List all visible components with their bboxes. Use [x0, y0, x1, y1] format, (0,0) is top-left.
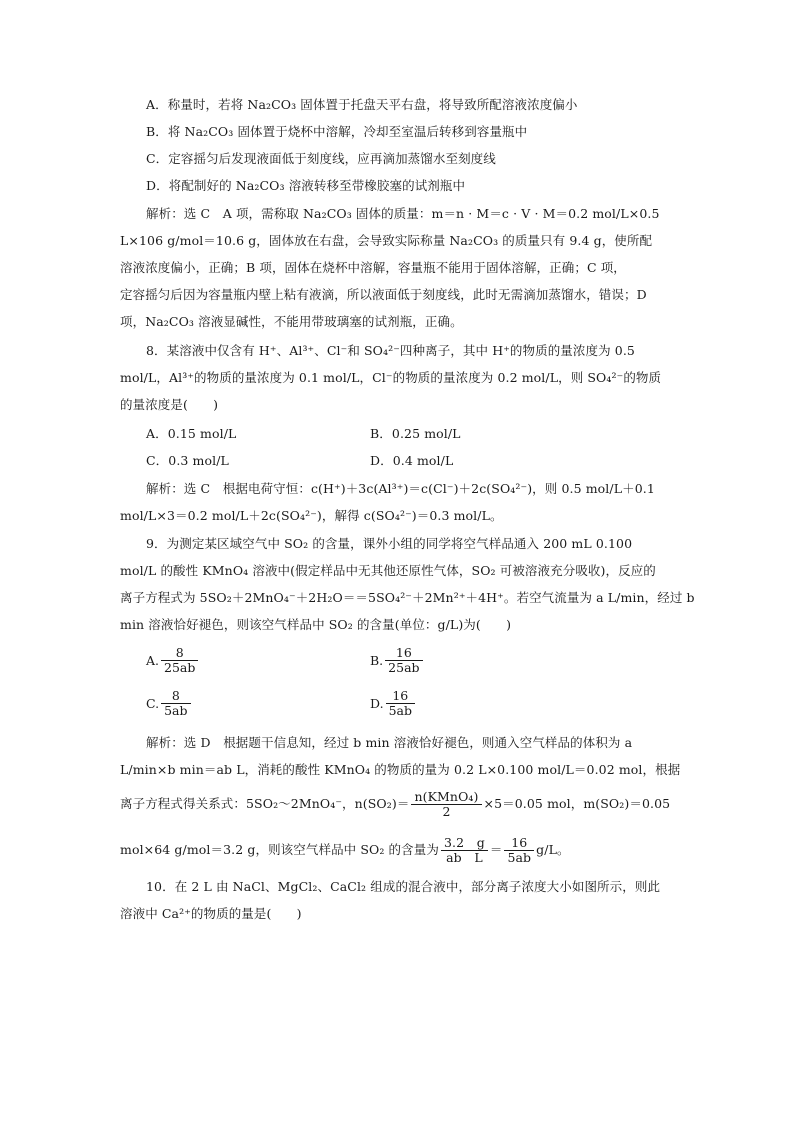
q7-option-c: C．定容摇匀后发现液面低于刻度线，应再滴加蒸馏水至刻度线	[146, 151, 496, 166]
q10-stem-line-1: 10．在 2 L 由 NaCl、MgCl₂、CaCl₂ 组成的混合液中，部分离子浓度大小如图所示，则此	[146, 879, 661, 894]
q9-option-c: C. $\frac{8}{5ab}$	[146, 689, 193, 718]
q9-option-b: B. $\frac{16}{25ab}$	[370, 646, 425, 675]
q7-option-d: D．将配制好的 Na₂CO₃ 溶液转移至带橡胶塞的试剂瓶中	[146, 178, 466, 193]
q9-option-b-denominator: 25ab	[388, 660, 420, 675]
q9-result-denominator: 5ab	[507, 850, 532, 865]
q9-option-c-numerator: 8	[161, 689, 190, 704]
q9-option-a-denominator: 25ab	[164, 660, 196, 675]
q7-option-b: B．将 Na₂CO₃ 固体置于烧杯中溶解，冷却至室温后转移到容量瓶中	[146, 124, 528, 139]
q9-option-a-numerator: 8	[161, 646, 198, 661]
q7-answer-line-4: 定容摇匀后因为容量瓶内壁上粘有液滴，所以液面低于刻度线，此时无需滴加蒸馏水，错误；D	[120, 287, 647, 302]
q9-stem-line-3: 离子方程式为 5SO₂＋2MnO₄⁻＋2H₂O＝＝5SO₄²⁻＋2Mn²⁺＋4H⁺。若空气流量为 a L/min，经过 b	[120, 590, 695, 605]
q9-stem-line-1: 9．为测定某区域空气中 SO₂ 的含量，课外小组的同学将空气样品通入 200 mL 0.100	[146, 536, 633, 551]
q9-n-kmno4-denominator: 2	[442, 804, 451, 819]
q8-option-b: B．0.25 mol/L	[370, 426, 461, 441]
q7-option-a: A．称量时，若将 Na₂CO₃ 固体置于托盘天平右盘，将导致所配溶液浓度偏小	[146, 97, 578, 112]
q9-answer-line-2: L/min×b min＝ab L，消耗的酸性 KMnO₄ 的物质的量为 0.2 L×0.100 mol/L＝0.02 mol，根据	[120, 762, 681, 777]
q8-option-d: D．0.4 mol/L	[370, 453, 454, 468]
q8-stem-line-2: mol/L，Al³⁺的物质的量浓度为 0.1 mol/L，Cl⁻的物质的量浓度为 0.2 mol/L，则 SO₄²⁻的物质	[120, 370, 662, 385]
q9-option-d: D. $\frac{16}{5ab}$	[370, 689, 417, 718]
q8-option-a: A．0.15 mol/L	[146, 426, 237, 441]
q10-stem-line-2: 溶液中 Ca²⁺的物质的量是( )	[120, 906, 302, 921]
q9-option-d-denominator: 5ab	[388, 703, 412, 718]
q9-stem-line-4: min 溶液恰好褪色，则该空气样品中 SO₂ 的含量(单位：g/L)为( )	[120, 617, 512, 632]
q8-answer-line-2: mol/L×3＝0.2 mol/L＋2c(SO₄²⁻)，解得 c(SO₄²⁻)＝0.3 mol/L。	[120, 508, 503, 523]
q9-content-numerator: 3.2 g	[441, 836, 488, 851]
q7-answer-line-3: 溶液浓度偏小，正确；B 项，固体在烧杯中溶解，容量瓶不能用于固体溶解，正确；C 项，	[120, 260, 626, 275]
q9-answer-line-3: 离子方程式得关系式：5SO₂～2MnO₄⁻，n(SO₂)＝ $\frac{\text{n(KMnO₄)}}{2}$ ×5＝0.05 mol，m(SO₂)＝0.05	[120, 789, 671, 819]
q9-result-numerator: 16	[504, 836, 534, 851]
q9-content-denominator: ab L	[446, 850, 483, 865]
q8-answer-line-1: 解析：选 C 根据电荷守恒：c(H⁺)＋3c(Al³⁺)＝c(Cl⁻)＋2c(SO₄²⁻)，则 0.5 mol/L＋0.1	[146, 481, 655, 496]
q8-option-c: C．0.3 mol/L	[146, 453, 229, 468]
q9-option-b-numerator: 16	[385, 646, 422, 661]
q8-stem-line-3: 的量浓度是( )	[120, 397, 219, 412]
q9-option-c-denominator: 5ab	[164, 703, 188, 718]
q9-option-a: A. $\frac{8}{25ab}$	[146, 646, 200, 675]
q9-stem-line-2: mol/L 的酸性 KMnO₄ 溶液中(假定样品中无其他还原性气体，SO₂ 可被溶液充分吸收)，反应的	[120, 563, 656, 578]
q9-answer-line-1: 解析：选 D 根据题干信息知，经过 b min 溶液恰好褪色，则通入空气样品的体积为 a	[146, 735, 633, 750]
q9-answer-line-4: mol×64 g/mol＝3.2 g，则该空气样品中 SO₂ 的含量为 $\frac{3.2 g}{\text{ab L}}$ ＝ $\frac{16}{5ab}$ g/L。	[120, 835, 570, 865]
q9-n-kmno4-numerator: n(KMnO₄)	[411, 790, 481, 805]
q9-option-d-numerator: 16	[386, 689, 415, 704]
q7-answer-line-1: 解析：选 C A 项，需称取 Na₂CO₃ 固体的质量：m＝n · M＝c · V · M＝0.2 mol/L×0.5	[146, 206, 660, 221]
q7-answer-line-5: 项，Na₂CO₃ 溶液显碱性，不能用带玻璃塞的试剂瓶，正确。	[120, 314, 463, 329]
q8-stem-line-1: 8．某溶液中仅含有 H⁺、Al³⁺、Cl⁻和 SO₄²⁻四种离子，其中 H⁺的物质的量浓度为 0.5	[146, 343, 635, 358]
q7-answer-line-2: L×106 g/mol＝10.6 g，固体放在右盘，会导致实际称量 Na₂CO₃ 的质量只有 9.4 g，使所配	[120, 233, 653, 248]
